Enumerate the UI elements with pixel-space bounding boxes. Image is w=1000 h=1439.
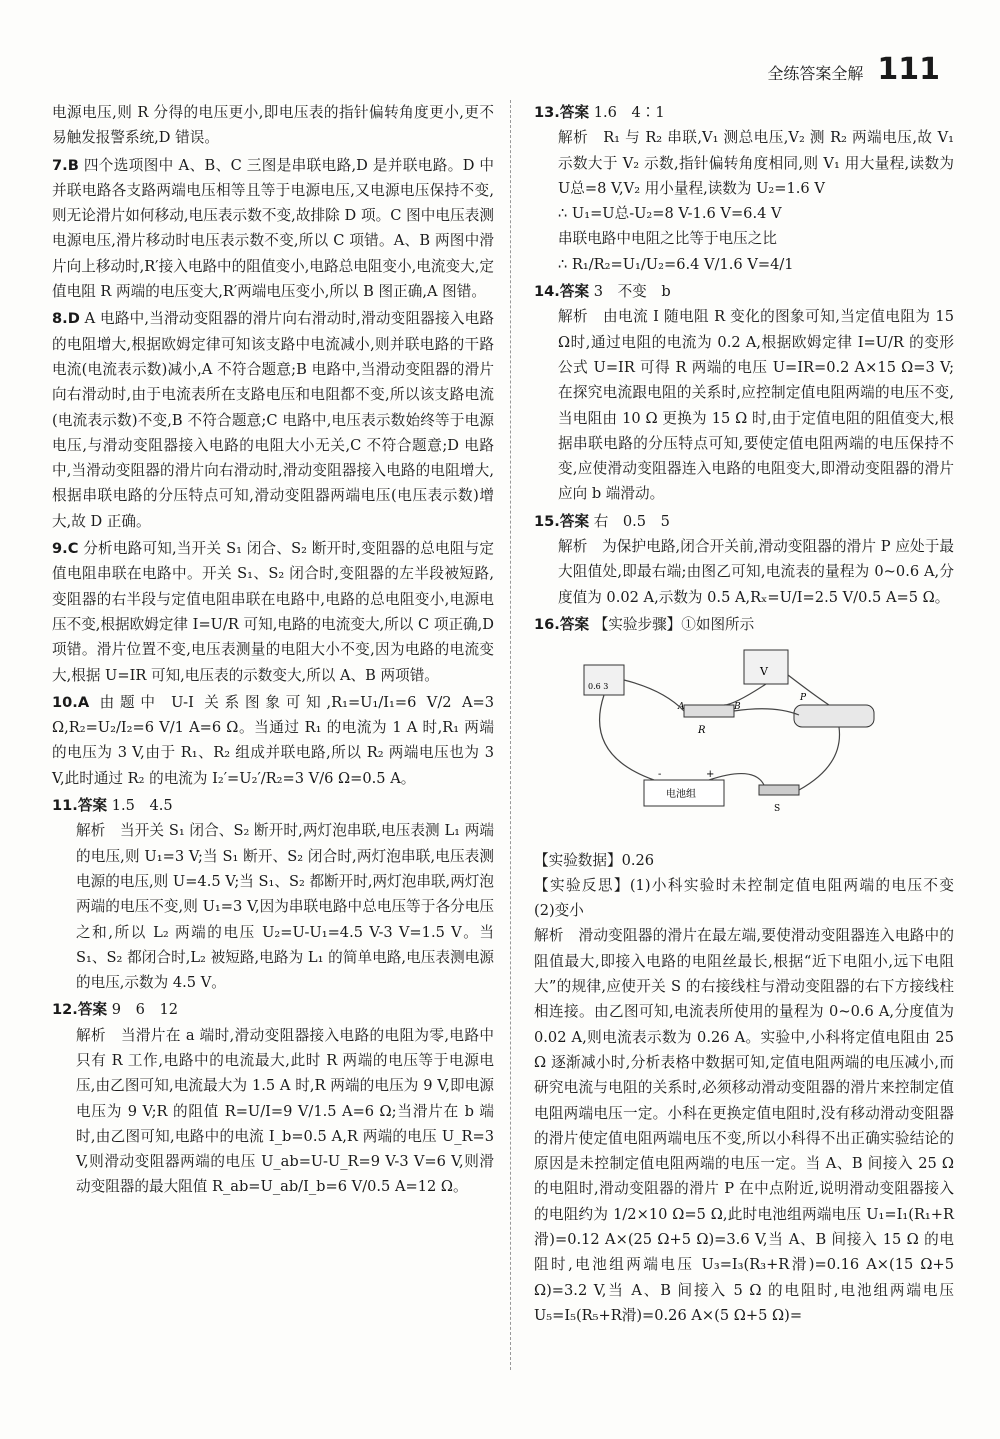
left-column [52,100,494,1202]
terminal-a-label: A [678,702,685,713]
battery-pos-label: + [706,769,715,781]
answer-item-9: 9.C 分析电路可知,当开关 S₁ 闭合、S₂ 断开时,变阻器的总电阻与定值电阻串联在电路中。开关 S₁、S₂ 闭合时,变阻器的左半段被短路,变阻器的右半段与定值电阻串联在电路中,电路的总电阻变小,电源电压不变,根据欧姆定律 I=U/R 可知,电路的电流变大,所以 C 项正确,D 项错。滑片位置不变,电压表测量的电阻大小不变,因为电路的电流变大,根据 U=IR 可知,电压表的示数变大,所以 A、B 两项错。 [52,540,494,684]
circuit-diagram [574,645,894,835]
ammeter-label: 0.6 3 [588,682,609,692]
answer-item-13: 13.答案 1.6 4∶1 解析 R₁ 与 R₂ 串联,V₁ 测总电压,V₂ 测 R₂ 两端电压,故 V₁ 示数大于 V₂ 示数,指针偏转角度相同,则 V₁ 用大量程,读数为 U总=8 V,V₂ 用小量程,读数为 U₂=1.6 V ∴ U₁=U总-U₂=8 V-1.6 V=6.4 V 串联电路中电阻之比等于电压之比 ∴ R₁/R₂=U₁/U₂=6.4 V/1.6 V=4/1 [534,104,954,273]
answer-item: 电源电压,则 R 分得的电压更小,即电压表的指针偏转角度更小,更不易触发报警系统,D 错误。 [52,104,494,147]
resistor [684,705,734,717]
switch [759,785,799,795]
slider-label: P [800,693,807,704]
column-divider [510,100,511,1370]
voltmeter-label: V [760,665,768,679]
rheostat [794,705,874,727]
switch-label: S [774,804,781,815]
header-title: 全练答案全解 [767,64,864,83]
answer-item-10: 10.A 由题中 U-I 关系图象可知,R₁=U₁/I₁=6 V/2 A=3 Ω,R₂=U₂/I₂=6 V/1 A=6 Ω。当通过 R₁ 的电流为 1 A 时,R₁ 两端的电压为 3 V,由于 R₁、R₂ 组成并联电路,所以 R₂ 两端电压也为 3 V,此时通过 R₂ 的电流为 I₂′=U₂′/R₂=3 V/6 Ω=0.5 A。 [52,693,494,787]
answer-item-16: 16.答案 【实验步骤】①如图所示 [534,615,755,633]
page-number: 111 [877,52,940,87]
answer-item-12: 12.答案 9 6 12 解析 当滑片在 a 端时,滑动变阻器接入电路的电阻为零,电路中只有 R 工作,电路中的电流最大,此时 R 两端的电压等于电源电压,由乙图可知,电流最大为 1.5 A 时,R 两端的电压为 9 V,即电源电压为 9 V;R 的阻值 R=U/I=9 V/1.5 A=6 Ω;当滑片在 b 端时,由乙图可知,电路中的电流 I_b=0.5 A,R 两端的电压 U_R=3 V,则滑动变阻器两端的电压 U_ab=U-U_R=9 V-3 V=6 V,则滑动变阻器的最大阻值 R_ab=U_ab/I_b=6 V/0.5 A=12 Ω。 [52,1001,494,1196]
answer-item-14: 14.答案 3 不变 b 解析 由电流 I 随电阻 R 变化的图象可知,当定值电阻为 15 Ω时,通过电阻的电流为 0.2 A,根据欧姆定律 I=U/R 的变形公式 U=IR 可得 R 两端的电压 U=IR=0.2 A×15 Ω=3 V;在探究电流跟电阻的关系时,应控制定值电阻两端的电压不变,当电阻由 10 Ω 更换为 15 Ω 时,由于定值电阻的阻值变大,根据串联电路的分压特点可知,要使定值电阻两端的电压保持不变,应使滑动变阻器连入电路的电阻变大,即滑动变阻器的滑片应向 b 端滑动。 [534,283,954,503]
answer-item-8: 8.D A 电路中,当滑动变阻器的滑片向右滑动时,滑动变阻器接入电路的电阻增大,根据欧姆定律可知该支路中电流减小,则并联电路的干路电流(电流表示数)减小,A 不符合题意;B 电路中,当滑动变阻器的滑片向右滑动时,由于电流表所在支路电压和电阻都不变,所以该支路电流(电流表示数)不变,B 不符合题意;C 电路中,电压表示数始终等于电源电压,与滑动变阻器接入电路的电阻大小无关,C 不符合题意;D 电路中,当滑动变阻器的滑片向右滑动时,滑动变阻器接入电路的电阻增大,根据串联电路的分压特点可知,滑动变阻器两端电压(电压表示数)增大,故 D 正确。 [52,310,494,530]
battery-neg-label: - [658,769,662,781]
answer-item-7: 7.B 四个选项图中 A、B、C 三图是串联电路,D 是并联电路。D 中并联电路各支路两端电压相等且等于电源电压,又电源电压保持不变,则无论滑片如何移动,电压表示数不变,故排除 D 项。C 图中电压表测电源电压,滑片移动时电压表示数不变,所以 C 项错。A、B 两图中滑片向上移动时,R′接入电路中的阻值变小,电路总电阻变小,电流变大,定值电阻 R 两端的电压变大,R′两端电压变小,所以 B 图正确,A 图错。 [52,156,494,301]
terminal-b-label: B [734,702,741,713]
answer-item-11: 11.答案 1.5 4.5 解析 当开关 S₁ 闭合、S₂ 断开时,两灯泡串联,电压表测 L₁ 两端的电压,则 U₁=3 V;当 S₁ 断开、S₂ 闭合时,两灯泡串联,电压表测电源的电压,则 U=4.5 V;当 S₁、S₂ 都断开时,两灯泡串联,两灯泡两端的电压不变,则 U₁=3 V,因为串联电路中总电压等于各分电压之和,所以 L₂ 两端的电压 U₂=U-U₁=4.5 V-3 V=1.5 V。当 S₁、S₂ 都闭合时,L₂ 被短路,电路为 L₁ 的简单电路,电压表测电源的电压,示数为 4.5 V。 [52,797,494,992]
resistor-label: R [698,725,706,737]
battery-label: 电池组 [666,789,696,801]
page-header [767,52,940,87]
answer-item-15: 15.答案 右 0.5 5 解析 为保护电路,闭合开关前,滑动变阻器的滑片 P 应处于最大阻值处,即最右端;由图乙可知,电流表的量程为 0~0.6 A,分度值为 0.02 A,示数为 0.5 A,Rₓ=U/I=2.5 V/0.5 A=5 Ω。 [534,512,954,606]
right-column: 13.答案 1.6 4∶1 解析 R₁ 与 R₂ 串联,V₁ 测总电压,V₂ 测 R₂ 两端电压,故 V₁ 示数大于 V₂ 示数,指针偏转角度相同,则 V₁ 用大量程,读数为 U总=8 V,V₂ 用小量程,读数为 U₂=1.6 V ∴ U₁=U总-U₂=8 V-1.6 V=6.4 V 串联电路中电阻之比等于电压之比 ∴ R₁/R₂=U₁/U₂=6.4 V/1.6 V=4/1 14.答案 3 不变 b 解析 由电流 I 随电阻 R 变化的图象可知,当定值电阻为 15 Ω时,通过电阻的电流为 0.2 A,根据欧姆定律 I=U/R 的变形公式 U=IR 可得 R 两端的电压 U=IR=0.2 A×15 Ω=3 V;在探究电流跟电阻的关系时,应控制定值电阻两端的电压不变,当电阻由 10 Ω 更换为 15 Ω 时,由于定值电阻的阻值变大,根据串联电路的分压特点可知,要使定值电阻两端的电压保持不变,应使滑动变阻器连入电路的电阻变大,即滑动变阻器的滑片应向 b 端滑动。 15.答案 右 0.5 5 解析 为保护电路,闭合开关前,滑动变阻器的滑片 P 应处于最大阻值处,即最右端;由图乙可知,电流表的量程为 0~0.6 A,分度值为 0.02 A,示数为 0.5 A,Rₓ=U/I=2.5 V/0.5 A=5 Ω。 16.答案 【实验步骤】①如图所示 0.6 3 V R A B P 电池组 - + S 【实验数据】0.26 【实验反思】(1)小科实验时未控制定值电阻两端的电压不变 (2)变小 解析 滑动变阻器的滑片在最左端,要使滑动变阻器连入电路中的阻值最大,即接入电路的电阻丝最长,根据“近下电阻小,远下电阻大”的规律,应使开关 S 的右接线柱与滑动变阻器的右下方接线柱相连接。由乙图可知,电流表所使用的量程为 0~0.6 A,分度值为 0.02 A,则电流表示数为 0.26 A。实验中,小科将定值电阻由 25 Ω 逐渐减小时,分析表格中数据可知,定值电阻两端的电压减小,而研究电流与电阻的关系时,必须移动滑动变阻器的滑片来控制定值电阻两端电压一定。小科在更换定值电阻时,没有移动滑动变阻器的滑片使定值电阻两端电压不变,所以小科得不出正确实验结论的原因是未控制定值电阻两端的电压一定。当 A、B 间接入 25 Ω 的电阻时,滑动变阻器的滑片 P 在中点附近,说明滑动变阻器接入的电阻约为 1/2×10 Ω=5 Ω,此时电池组两端电压 U₁=I₁(R₁+R滑)=0.12 A×(25 Ω+5 Ω)=3.6 V,当 A、B 间接入 15 Ω 的电阻时,电池组两端电压 U₃=I₃(R₃+R滑)=0.16 A×(15 Ω+5 Ω)=3.2 V,当 A、B 间接入 5 Ω 的电阻时,电池组两端电压 U₅=I₅(R₅+R滑)=0.26 A×(5 Ω+5 Ω)= [534,100,954,1328]
